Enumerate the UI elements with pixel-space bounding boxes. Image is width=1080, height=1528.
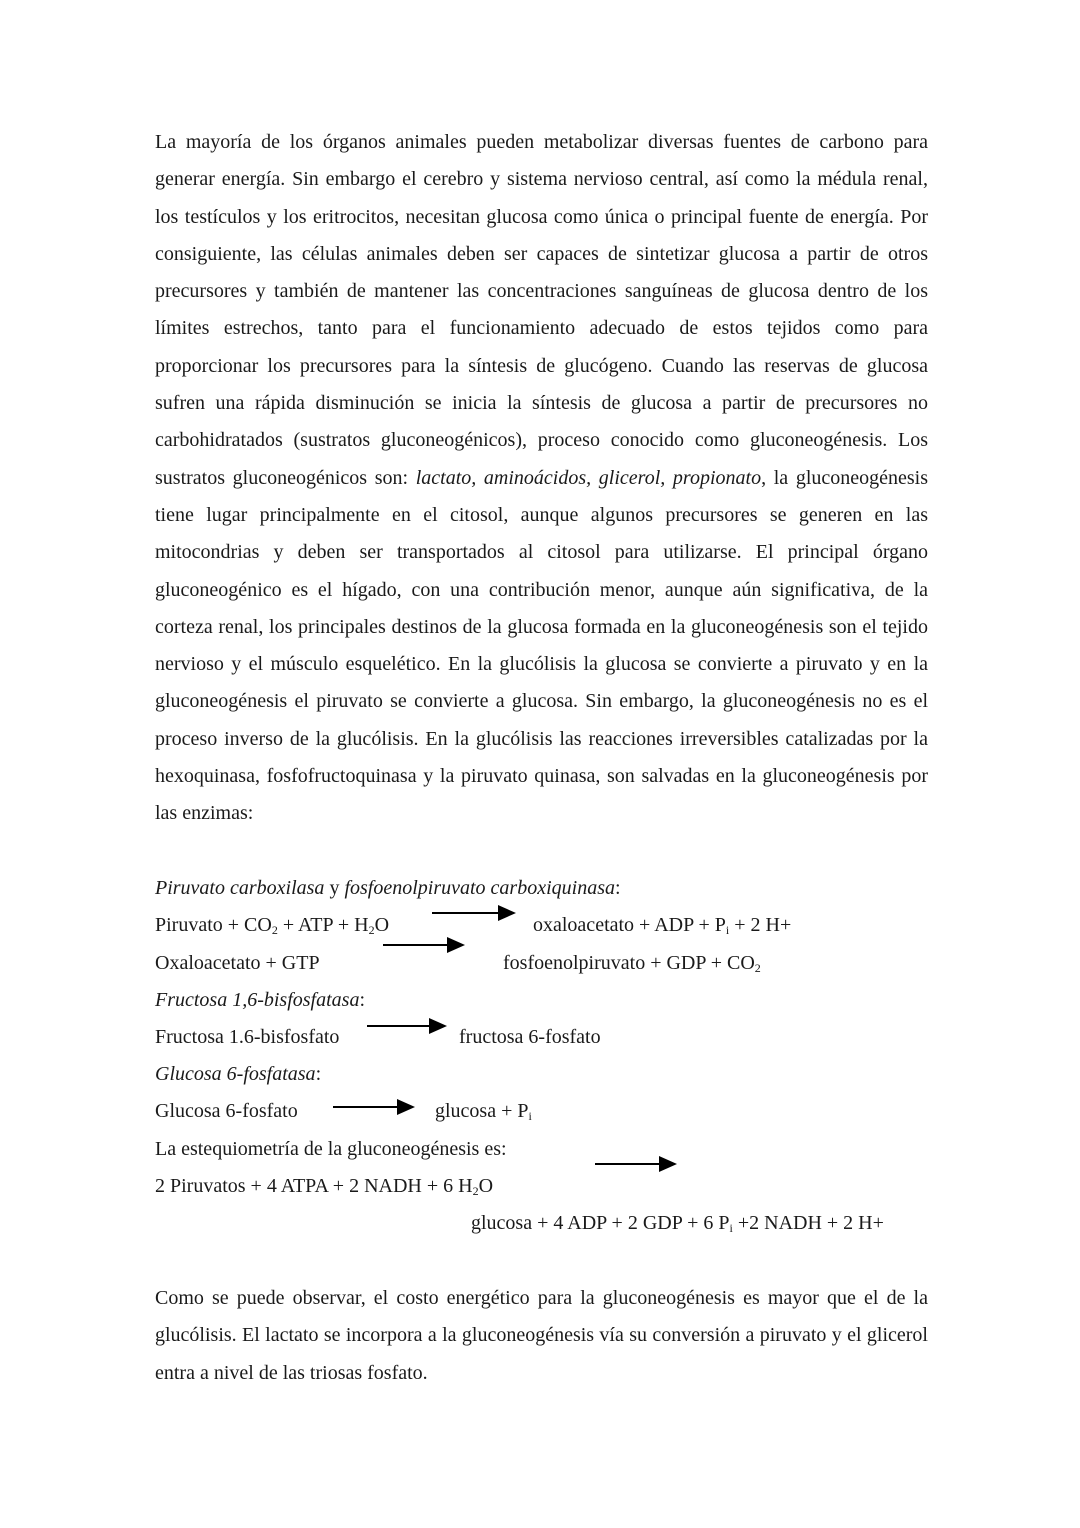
reaction-4-arrow-icon bbox=[333, 1096, 415, 1118]
reaction-1-reactants: Piruvato + $CO_2$ + ATP + $H_2O$ bbox=[155, 914, 390, 937]
reaction-3-reactants: Fructosa 1.6-bisfosfato bbox=[155, 1026, 340, 1048]
reaction-4-products: $glucosa + P_i$ bbox=[435, 1100, 532, 1123]
stoichiometry-intro: La estequiometría de la gluconeogénesis es: bbox=[155, 1138, 507, 1160]
reaction-1-products: oxaloacetato + ADP + $P_i + 2$ H+ bbox=[533, 914, 792, 937]
intro-text-1: La mayoría de los órganos animales pueden metabolizar diversas fuentes de carbono para generar energía. Sin embargo el cerebro y sistema nervioso central, así como la médula renal, los testículos y los eritrocitos, necesitan glucosa como única o principal fuente de energía. Por consiguiente, las células animales deben ser capaces de sintetizar glucosa a partir de otros precursores y también de mantener las concentraciones sanguíneas de glucosa dentro de los límites estrechos, tanto para el funcionamiento adecuado de estos tejidos como para proporcionar los precursores para la síntesis de glucógeno. Cuando las reservas de glucosa sufren una rápida disminución se inicia la síntesis de glucosa a partir de precursores no carbohidratados (sustratos gluconeogénicos), proceso conocido como gluconeogénesis. Los sustratos gluconeogénicos son: bbox=[155, 131, 928, 489]
closing-paragraph: Como se puede observar, el costo energético para la gluconeogénesis es mayor que el de la glucólisis. El lactato se incorpora a la gluconeogénesis vía su conversión a piruvato y el glicerol entra a nivel de las triosas fosfato. bbox=[155, 1287, 928, 1384]
reaction-4-reactants: Glucosa 6-fosfato bbox=[155, 1100, 298, 1122]
stoichiometry-reactants: 2 Piruvatos + 4 ATPA + 2 NADH + 6 $H_2O$ bbox=[155, 1175, 494, 1198]
enzyme-heading-1: Piruvato carboxilasa y fosfoenolpiruvato carboxiquinasa: bbox=[155, 877, 621, 899]
reaction-3-products: fructosa 6-fosfato bbox=[459, 1026, 601, 1048]
enzyme-heading-2: Fructosa 1,6-bisfosfatasa: bbox=[155, 989, 366, 1011]
reaction-2-arrow-icon bbox=[383, 934, 465, 956]
stoichiometry-arrow-icon bbox=[595, 1153, 677, 1175]
stoichiometry-products: glucosa + 4 ADP + 2 GDP + 6 $P_i +2$ NADH + 2 H+ bbox=[471, 1212, 884, 1235]
intro-text-2: , la gluconeogénesis tiene lugar principalmente en el citosol, aunque algunos precursores se generen en las mitocondrias y deben ser transportados al citosol para utilizarse. El principal órgano gluconeogénico es el hígado, con una contribución menor, aunque aún significativa, de la corteza renal, los principales destinos de la glucosa formada en la gluconeogénesis son el tejido nervioso y el músculo esquelético. En la glucólisis la glucosa se convierte a piruvato y en la gluconeogénesis el piruvato se convierte a glucosa. Sin embargo, la gluconeogénesis no es el proceso inverso de la glucólisis. En la glucólisis las reacciones irreversibles catalizadas por la hexoquinasa, fosfofructoquinasa y la piruvato quinasa, son salvadas en la gluconeogénesis por las enzimas: bbox=[155, 466, 929, 825]
enzyme-heading-3: Glucosa 6-fosfatasa: bbox=[155, 1063, 322, 1085]
reaction-1-arrow-icon bbox=[432, 902, 516, 924]
reaction-3-arrow-icon bbox=[367, 1015, 447, 1037]
reaction-2-reactants: Oxaloacetato + GTP bbox=[155, 952, 320, 974]
intro-paragraph bbox=[155, 124, 928, 833]
gluconeogenic-substrates: lactato, aminoácidos, glicerol, propionato bbox=[415, 466, 762, 489]
reaction-2-products: fosfoenolpiruvato + GDP + $CO_2$ bbox=[503, 952, 761, 975]
